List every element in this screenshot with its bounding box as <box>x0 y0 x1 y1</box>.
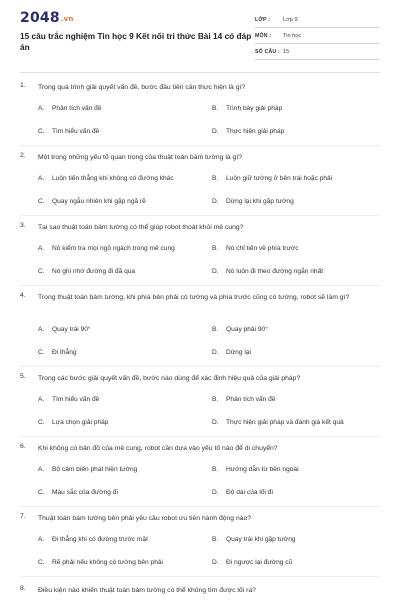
option-letter: B. <box>212 536 219 543</box>
option-text: Quay ngẫu nhiên khi gặp ngã rẽ <box>52 198 146 205</box>
question-text: Trong các bước giải quyết vấn đề, bước nào dùng để xác định hiệu quả của giải pháp? <box>38 375 301 382</box>
header-divider <box>20 72 380 73</box>
question-number: 2. <box>20 152 26 159</box>
option-text: Dừng lại <box>226 349 251 356</box>
option-text: Dừng lại khi gặp tường <box>226 198 294 205</box>
question-number: 5. <box>20 373 26 380</box>
option-d[interactable] <box>212 559 292 566</box>
option-text: Quay trái khi gặp tường <box>226 536 296 543</box>
option-text: Phân tích vấn đề <box>226 396 276 403</box>
option-letter: B. <box>212 466 219 473</box>
meta-subject-label: MÔN : <box>255 32 272 39</box>
option-a[interactable] <box>38 175 174 182</box>
option-a[interactable] <box>38 245 175 252</box>
option-letter: A. <box>38 175 45 182</box>
option-c[interactable] <box>38 489 118 496</box>
option-letter: C. <box>38 349 45 356</box>
logo-main: 2048 <box>20 10 60 26</box>
option-letter: C. <box>38 419 45 426</box>
option-text: Luôn tiến thẳng khi không có đường khác <box>52 175 174 182</box>
meta-count-value: 15 <box>283 48 290 55</box>
meta-question-count <box>255 44 380 60</box>
option-letter: A. <box>38 466 45 473</box>
question-number: 1. <box>20 82 26 89</box>
meta-class <box>255 12 380 28</box>
option-d[interactable] <box>212 128 284 135</box>
option-d[interactable] <box>212 198 294 205</box>
option-letter: D. <box>212 489 219 496</box>
option-b[interactable] <box>212 396 276 403</box>
option-letter: C. <box>38 128 45 135</box>
option-d[interactable] <box>212 349 251 356</box>
option-c[interactable] <box>38 559 163 566</box>
option-text: Phân tích vấn đề <box>52 105 102 112</box>
question-separator <box>20 145 380 146</box>
option-a[interactable] <box>38 466 137 473</box>
question-separator <box>20 285 380 286</box>
question-separator <box>20 366 380 367</box>
option-text: Nó kiểm tra mọi ngõ ngách trong mê cung <box>52 245 175 252</box>
option-letter: B. <box>212 175 219 182</box>
option-b[interactable] <box>212 536 296 543</box>
option-b[interactable] <box>212 175 332 182</box>
option-text: Đi thẳng khi có đường trước mặt <box>52 536 148 543</box>
option-a[interactable] <box>38 536 148 543</box>
question-text: Điều kiện nào khiến thuật toán bám tường có thể không tìm được lối ra? <box>38 587 256 594</box>
option-a[interactable] <box>38 326 91 333</box>
option-text: Tìm hiểu vấn đề <box>52 128 100 135</box>
question-number: 8. <box>20 585 26 592</box>
option-text: Nó ghi nhớ đường đi đã qua <box>52 268 136 275</box>
question-separator <box>20 506 380 507</box>
logo-suffix: .vn <box>60 15 74 23</box>
option-a[interactable] <box>38 105 102 112</box>
option-letter: A. <box>38 536 45 543</box>
option-letter: C. <box>38 268 45 275</box>
option-c[interactable] <box>38 268 135 275</box>
option-letter: C. <box>38 559 45 566</box>
option-letter: A. <box>38 105 45 112</box>
option-text: Hướng dẫn từ bên ngoài <box>226 466 299 473</box>
question-number: 7. <box>20 513 26 520</box>
question-separator <box>20 576 380 577</box>
option-text: Thực hiện giải pháp <box>226 128 285 135</box>
option-d[interactable] <box>212 489 273 496</box>
option-text: Nó chỉ tiến về phía trước <box>226 245 299 252</box>
option-d[interactable] <box>212 419 344 426</box>
option-text: Đi thẳng <box>52 349 77 356</box>
question-text: Khi không có bản đồ của mê cung, robot cần dựa vào yếu tố nào để di chuyển? <box>38 445 278 452</box>
option-text: Màu sắc của đường đi <box>52 489 118 496</box>
option-letter: B. <box>212 245 219 252</box>
option-letter: B. <box>212 105 219 112</box>
option-text: Nó luôn đi theo đường ngắn nhất <box>226 268 324 275</box>
option-letter: A. <box>38 245 45 252</box>
option-c[interactable] <box>38 198 146 205</box>
option-text: Bộ cảm biến phát hiện tường <box>52 466 138 473</box>
option-d[interactable] <box>212 268 323 275</box>
question-text: Trong quá trình giải quyết vấn đề, bước đầu tiên cần thực hiện là gì? <box>38 84 246 91</box>
document-title: 15 câu trắc nghiệm Tin học 9 Kết nối tri thức Bài 14 có đáp án <box>20 31 252 52</box>
option-letter: D. <box>212 419 219 426</box>
option-c[interactable] <box>38 128 99 135</box>
meta-subject-value: Tin học <box>283 32 302 39</box>
option-b[interactable] <box>212 105 282 112</box>
option-a[interactable] <box>38 396 99 403</box>
option-letter: D. <box>212 559 219 566</box>
option-letter: C. <box>38 198 45 205</box>
meta-class-value: Lớp 9 <box>283 16 298 23</box>
site-logo[interactable] <box>20 10 74 26</box>
option-letter: D. <box>212 349 219 356</box>
option-letter: A. <box>38 396 45 403</box>
question-number: 4. <box>20 292 26 299</box>
option-letter: C. <box>38 489 45 496</box>
option-b[interactable] <box>212 326 268 333</box>
option-text: Lựa chọn giải pháp <box>52 419 109 426</box>
meta-class-label: LỚP : <box>255 16 271 23</box>
option-text: Độ dài của lối đi <box>226 489 273 496</box>
option-letter: D. <box>212 128 219 135</box>
option-text: Quay phải 90° <box>226 326 268 333</box>
option-letter: D. <box>212 198 219 205</box>
question-separator <box>20 215 380 216</box>
option-text: Luôn giữ tường ở bên trái hoặc phải <box>226 175 333 182</box>
question-number: 6. <box>20 443 26 450</box>
question-text: Trong thuật toán bám tường, khi phía bên phải có tường và phía trước cũng có tường, robot sẽ làm gì? <box>38 294 350 301</box>
option-text: Thực hiện giải pháp và đánh giá kết quả <box>226 419 344 426</box>
option-text: Trình bày giải pháp <box>226 105 283 112</box>
option-letter: D. <box>212 268 219 275</box>
option-b[interactable] <box>212 245 299 252</box>
question-number: 3. <box>20 222 26 229</box>
option-text: Tìm hiểu vấn đề <box>52 396 100 403</box>
option-text: Quay trái 90° <box>52 326 91 333</box>
option-text: Đi ngược lại đường cũ <box>226 559 293 566</box>
meta-subject <box>255 28 380 44</box>
question-text: Tại sao thuật toán bám tường có thể giúp robot thoát khỏi mê cung? <box>38 224 244 231</box>
option-c[interactable] <box>38 419 108 426</box>
option-text: Rẽ phải nếu không có tường bên phải <box>52 559 164 566</box>
option-letter: A. <box>38 326 45 333</box>
question-text: Thuật toán bám tường bên phải yêu cầu robot ưu tiên hành động nào? <box>38 515 252 522</box>
question-text: Một trong những yếu tố quan trọng của thuật toán bám tường là gì? <box>38 154 243 161</box>
option-c[interactable] <box>38 349 77 356</box>
question-separator <box>20 436 380 437</box>
meta-count-label: SỐ CÂU : <box>255 48 280 55</box>
option-letter: B. <box>212 396 219 403</box>
option-b[interactable] <box>212 466 299 473</box>
option-letter: B. <box>212 326 219 333</box>
document-header <box>0 0 400 75</box>
